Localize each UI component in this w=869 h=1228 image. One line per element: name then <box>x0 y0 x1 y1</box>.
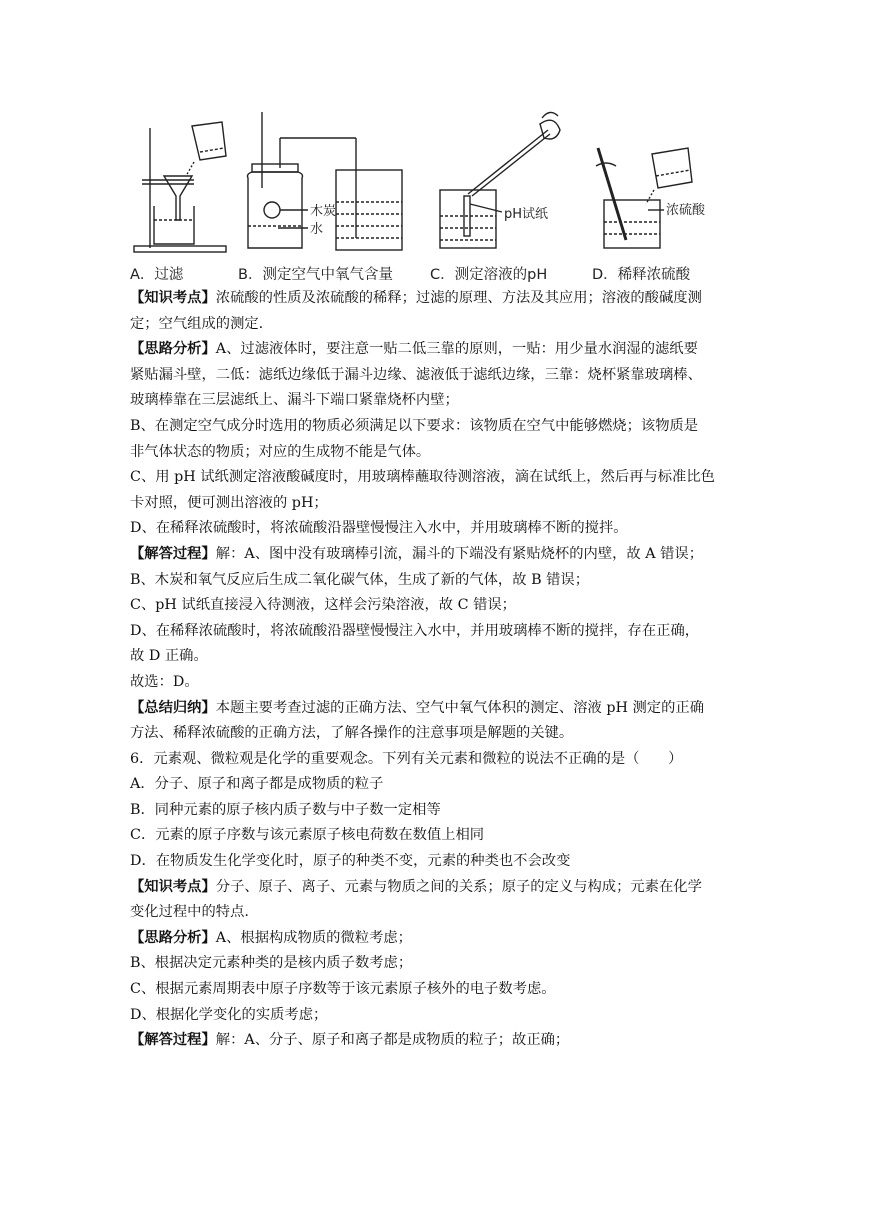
dilution-drawing <box>592 108 742 258</box>
label-water: 水 <box>310 222 324 237</box>
text-line: C、根据元素周期表中原子序数等于该元素原子核外的电子数考虑。 <box>130 981 556 998</box>
text-line: 方法、稀释浓硫酸的正确方法，了解各操作的注意事项是解题的关键。 <box>130 725 574 742</box>
caption-a: A．过滤 <box>130 267 184 283</box>
document-body <box>130 286 742 1054</box>
option-a: A．分子、原子和离子都是成物质的粒子 <box>130 776 384 793</box>
text-line: 故选：D。 <box>130 673 199 690</box>
text-line: 玻璃棒靠在三层滤纸上、漏斗下端口紧靠烧杯内壁； <box>130 392 459 409</box>
figure-dilution <box>592 108 742 286</box>
caption-d: D．稀释浓硫酸 <box>592 267 691 283</box>
text-line: 【思路分析】A、根据构成物质的微粒考虑； <box>130 929 412 946</box>
figure-oxygen-content <box>238 108 418 286</box>
text-line: C、用 pH 试纸测定溶液酸碱度时，用玻璃棒蘸取待测溶液，滴在试纸上，然后再与标准比色 <box>130 469 715 486</box>
text-line: B、木炭和氧气反应后生成二氧化碳气体，生成了新的气体，故 B 错误； <box>130 571 590 588</box>
option-c: C．元素的原子序数与该元素原子核电荷数在数值上相同 <box>130 827 485 844</box>
text-line: C、pH 试纸直接浸入待测液，这样会污染溶液，故 C 错误； <box>130 597 516 614</box>
experiment-figures <box>130 108 740 286</box>
label-charcoal: 木炭 <box>310 204 337 219</box>
text-line: B、根据决定元素种类的是核内质子数考虑； <box>130 955 413 972</box>
text-line: 【解答过程】解：A、图中没有玻璃棒引流，漏斗的下端没有紧贴烧杯的内壁，故 A 错误； <box>130 545 704 562</box>
label-ph-paper: pH试纸 <box>504 207 549 222</box>
text-line: 【思路分析】A、过滤液体时，要注意一贴二低三靠的原则，一贴：用少量水润湿的滤纸要 <box>130 341 698 358</box>
text-line: 变化过程中的特点. <box>130 904 249 921</box>
figure-ph-test <box>430 108 580 286</box>
text-line: D、在稀释浓硫酸时，将浓硫酸沿器壁慢慢注入水中，并用玻璃棒不断的搅拌，存在正确， <box>130 622 700 639</box>
text-line: 【知识考点】浓硫酸的性质及浓硫酸的稀释；过滤的原理、方法及其应用；溶液的酸碱度测 <box>130 290 702 306</box>
text-line: 卡对照，便可测出溶液的 pH； <box>130 494 328 511</box>
text-line: 【知识考点】分子、原子、离子、元素与物质之间的关系；原子的定义与构成；元素在化学 <box>130 878 702 895</box>
text-line: 故 D 正确。 <box>130 648 208 665</box>
label-conc-acid: 浓硫酸 <box>666 203 706 218</box>
caption-b: B．测定空气中氧气含量 <box>238 267 393 283</box>
question-6: 6．元素观、微粒观是化学的重要观念。下列有关元素和微粒的说法不正确的是（ ） <box>130 750 683 767</box>
text-line: 【解答过程】解：A、分子、原子和离子都是成物质的粒子；故正确； <box>130 1032 570 1049</box>
text-line: D、在稀释浓硫酸时，将浓硫酸沿器壁慢慢注入水中，并用玻璃棒不断的搅拌。 <box>130 520 628 537</box>
text-line: 紧贴漏斗壁，二低：滤纸边缘低于漏斗边缘、滤液低于滤纸边缘，三靠：烧杯紧靠玻璃棒、 <box>130 366 702 383</box>
text-line: 非气体状态的物质；对应的生成物不能是气体。 <box>130 443 431 460</box>
text-line: B、在测定空气成分时选用的物质必须满足以下要求：该物质在空气中能够燃烧；该物质是 <box>130 417 699 434</box>
option-b: B．同种元素的原子核内质子数与中子数一定相等 <box>130 801 441 818</box>
text-line: D、根据化学变化的实质考虑； <box>130 1006 328 1023</box>
text-line: 定；空气组成的测定. <box>130 315 264 332</box>
option-d: D．在物质发生化学变化时，原子的种类不变，元素的种类也不会改变 <box>130 853 571 870</box>
filtration-apparatus-drawing <box>130 108 230 258</box>
ph-test-drawing <box>430 108 580 258</box>
caption-c: C．测定溶液的pH <box>430 267 548 283</box>
text-line: 【总结归纳】本题主要考查过滤的正确方法、空气中氧气体积的测定、溶液 pH 测定的正确 <box>130 699 704 716</box>
figure-filtration <box>130 108 230 286</box>
oxygen-apparatus-drawing <box>238 108 418 258</box>
